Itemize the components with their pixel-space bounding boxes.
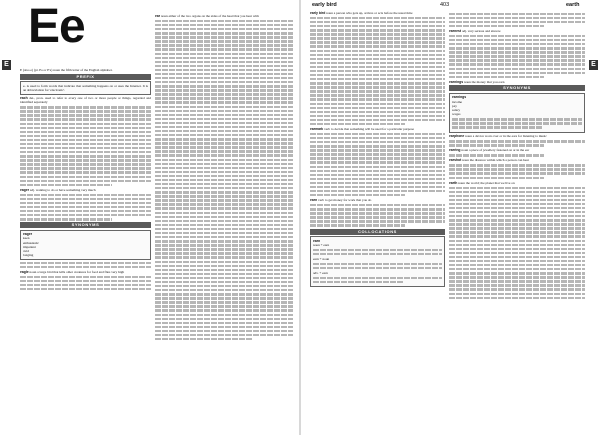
definition: noun a person who gets up, arrives or acts before the usual time bbox=[326, 11, 413, 15]
entry-earnings bbox=[449, 80, 585, 84]
entry-earn bbox=[310, 198, 445, 202]
collocation-line: earn + noun bbox=[313, 256, 330, 261]
headword: each bbox=[20, 96, 28, 101]
definition: det., pron. used to refer to every one of two or more people or things, regarded and identified separately bbox=[20, 96, 151, 105]
entry-eagle bbox=[20, 270, 151, 274]
headword: ear bbox=[155, 14, 161, 18]
headword: eagle bbox=[20, 269, 29, 274]
left-column-1 bbox=[20, 68, 151, 432]
section-letter: Ee bbox=[28, 0, 85, 53]
prefix-band: PREFIX bbox=[20, 74, 151, 80]
definition: adj. very serious and sincere bbox=[461, 29, 501, 33]
synonym-line: enthusiastic bbox=[23, 240, 40, 245]
entry-each bbox=[20, 96, 151, 104]
right-column-2 bbox=[449, 11, 585, 432]
definition: adj. wanting to do or have something very much bbox=[29, 187, 96, 192]
definition: noun a piece of jewellery fastened on or in the ear bbox=[461, 148, 530, 153]
collocation-line: noun + earn bbox=[313, 242, 330, 247]
guide-word-right: earth bbox=[566, 2, 580, 8]
left-column-2 bbox=[155, 14, 293, 432]
entry-eager bbox=[20, 188, 151, 192]
synonym-line: income bbox=[452, 99, 462, 104]
collocation-box-head: earn bbox=[313, 238, 321, 243]
synonym-line: impatient bbox=[23, 244, 36, 249]
headword: earmark bbox=[310, 127, 324, 131]
synonym-line: keen bbox=[23, 236, 30, 241]
entry-early-bird bbox=[310, 11, 445, 15]
entry-ear bbox=[155, 14, 293, 18]
thumb-tab-left[interactable]: E bbox=[2, 60, 11, 70]
synonyms-band-right: SYNONYMS bbox=[449, 85, 585, 91]
entry-earshot bbox=[449, 158, 585, 162]
entry-earmark bbox=[310, 127, 445, 131]
definition: noun a device worn over or in the ears for listening to music bbox=[465, 134, 547, 139]
definition: verb to decide that something will be used for a particular purpose bbox=[324, 127, 414, 131]
guide-word-left: early bird bbox=[312, 2, 337, 8]
headword: earshot bbox=[449, 158, 462, 163]
collocations-band: COLLOCATIONS bbox=[310, 229, 445, 235]
prefix-note: e- is used to form words that indicate that something happens on or uses the Internet. It is an abbreviation for 'electronic'. bbox=[20, 81, 151, 94]
definition: noun the distance within which a person can hear bbox=[462, 158, 529, 163]
headword: earnest bbox=[449, 29, 462, 33]
thumb-tab-right[interactable]: E bbox=[589, 60, 598, 70]
synonym-line: longing bbox=[23, 253, 34, 258]
synonym-box-head: earnings bbox=[452, 95, 467, 100]
definition: noun either of the two organs on the sides of the head that you hear with bbox=[160, 14, 259, 18]
synonym-box-head: eager bbox=[23, 232, 33, 237]
definition: verb to get money for work that you do bbox=[318, 198, 372, 203]
headword: eager bbox=[20, 187, 30, 192]
headword: early bird bbox=[310, 11, 326, 15]
headword: earphone bbox=[449, 134, 465, 139]
page-number: 403 bbox=[440, 2, 450, 8]
headword: earring bbox=[449, 148, 461, 153]
entry-earring bbox=[449, 148, 585, 152]
synonyms-band-left: SYNONYMS bbox=[20, 222, 151, 228]
page-gutter bbox=[299, 0, 301, 435]
entry-earth bbox=[449, 181, 585, 185]
definition: noun the money that you earn bbox=[464, 79, 505, 84]
collocation-line: adv. + earn bbox=[313, 270, 328, 275]
entry-earphone bbox=[449, 134, 585, 138]
synonym-line: pay bbox=[452, 103, 457, 108]
collocation-box-earn bbox=[310, 236, 445, 287]
synonym-line: salary bbox=[452, 108, 461, 113]
definition: noun a large bird that kills other creatures for food and flies very high bbox=[29, 269, 125, 274]
synonym-box-eager bbox=[20, 230, 151, 260]
headword: earnings bbox=[449, 79, 464, 84]
synonym-line: wages bbox=[452, 112, 461, 117]
synonym-box-earnings bbox=[449, 93, 585, 133]
entry-earnest bbox=[449, 29, 585, 33]
intro-entry: E (also e) (pl. Es or E's) noun the fifth letter of the English alphabet. bbox=[20, 68, 113, 72]
headword: earn bbox=[310, 198, 318, 203]
synonym-line: avid bbox=[23, 249, 29, 254]
right-column-1 bbox=[310, 11, 445, 432]
headword: earth bbox=[449, 180, 458, 185]
definition: noun the world; the planet that we live on bbox=[458, 180, 515, 185]
